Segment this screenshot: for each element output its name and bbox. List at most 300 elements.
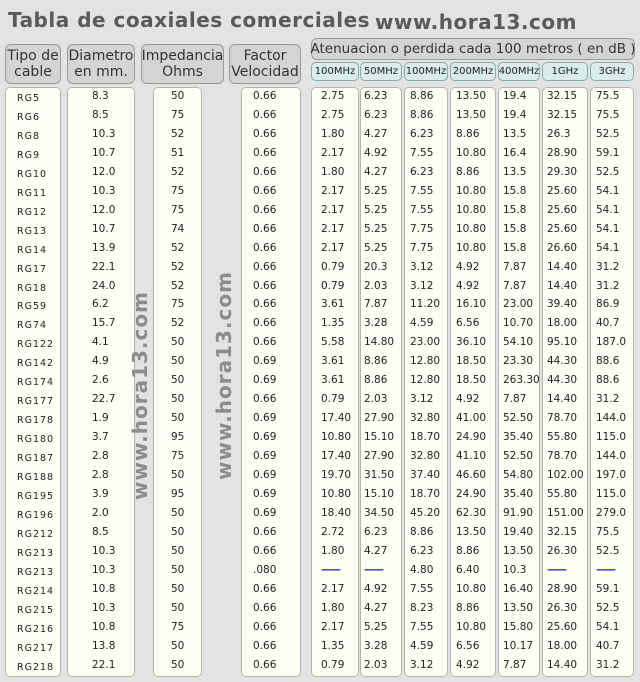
table-cell: 45.20 bbox=[410, 506, 441, 519]
table-cell: 41.00 bbox=[456, 412, 487, 425]
table-cell: 50 bbox=[171, 639, 185, 652]
table-cell: 24.90 bbox=[456, 487, 487, 500]
table-cell: 5.25 bbox=[364, 241, 388, 254]
table-cell: 50 bbox=[171, 525, 185, 538]
table-cell: 15.7 bbox=[92, 317, 116, 330]
table-cell: 20.3 bbox=[364, 260, 388, 273]
table-cell: 52 bbox=[171, 127, 185, 140]
header-diam-line1: Diametro bbox=[68, 48, 134, 64]
table-cell: 2.17 bbox=[321, 620, 345, 633]
table-cell: 0.69 bbox=[253, 374, 277, 387]
table-cell: 4.27 bbox=[364, 165, 388, 178]
table-cell: 2.6 bbox=[92, 374, 109, 387]
table-cell: 279.0 bbox=[596, 506, 627, 519]
table-cell: 75 bbox=[171, 298, 185, 311]
column-att-1ghz bbox=[542, 87, 588, 677]
table-cell: 0.66 bbox=[253, 544, 277, 557]
table-cell: 32.15 bbox=[547, 525, 578, 538]
table-cell: 19.70 bbox=[321, 469, 352, 481]
table-cell: 10.80 bbox=[321, 487, 352, 500]
watermark-left: www.hora13.com bbox=[128, 291, 152, 500]
table-cell: 187.0 bbox=[596, 336, 627, 349]
table-cell: 7.87 bbox=[503, 658, 527, 671]
table-cell: 25.60 bbox=[547, 620, 578, 633]
table-cell: 13.5 bbox=[503, 165, 527, 178]
table-cell: 8.23 bbox=[410, 601, 434, 614]
column-impedance bbox=[153, 87, 202, 677]
table-cell: 75 bbox=[171, 203, 185, 216]
table-cell: RG178 bbox=[17, 415, 55, 427]
table-cell: 26.30 bbox=[547, 544, 578, 557]
table-cell: 6.23 bbox=[364, 525, 388, 538]
table-cell: 263.30 bbox=[503, 374, 540, 387]
table-cell: 31.50 bbox=[364, 469, 395, 481]
table-cell: 13.50 bbox=[456, 108, 487, 121]
table-cell: 2.17 bbox=[321, 241, 345, 254]
table-cell: 0.66 bbox=[253, 601, 277, 614]
table-cell: 18.00 bbox=[547, 317, 578, 330]
table-cell: 15.8 bbox=[503, 241, 527, 254]
table-cell: 22.1 bbox=[92, 658, 116, 671]
table-cell: 7.55 bbox=[410, 620, 434, 633]
column-att-200mhz bbox=[450, 87, 496, 677]
table-cell: 2.03 bbox=[364, 393, 388, 406]
table-cell: 0.66 bbox=[253, 639, 277, 652]
table-cell: 15.10 bbox=[364, 431, 395, 444]
header-cable-line2: cable bbox=[14, 64, 52, 80]
table-cell: 25.60 bbox=[547, 222, 578, 235]
table-cell: 54.1 bbox=[596, 184, 620, 197]
watermark-right: www.hora13.com bbox=[212, 271, 236, 480]
table-cell: 7.55 bbox=[410, 146, 434, 159]
table-cell: 52 bbox=[171, 260, 185, 273]
table-cell: 52 bbox=[171, 241, 185, 254]
table-cell: 3.12 bbox=[410, 393, 434, 406]
table-cell: 2.17 bbox=[321, 582, 345, 595]
table-cell: 7.55 bbox=[410, 582, 434, 595]
table-cell: 10.8 bbox=[92, 620, 116, 633]
table-cell: 5.25 bbox=[364, 620, 388, 633]
table-cell: 62.30 bbox=[456, 506, 487, 519]
table-cell: 1.80 bbox=[321, 601, 345, 614]
table-cell: 5.25 bbox=[364, 222, 388, 235]
table-cell: 4.92 bbox=[456, 279, 480, 292]
table-cell: RG5 bbox=[17, 93, 41, 104]
table-cell: 91.90 bbox=[503, 506, 534, 519]
table-cell: 15.10 bbox=[364, 487, 395, 500]
table-cell: 10.3 bbox=[503, 563, 527, 576]
table-cell: 36.10 bbox=[456, 336, 487, 349]
table-cell: 3.7 bbox=[92, 431, 109, 444]
table-cell: RG142 bbox=[17, 358, 55, 370]
table-cell: RG14 bbox=[17, 244, 48, 256]
table-cell: 34.50 bbox=[364, 506, 395, 519]
table-cell: 14.40 bbox=[547, 658, 578, 671]
table-cell: 50 bbox=[171, 658, 185, 671]
table-cell: 144.0 bbox=[596, 450, 627, 463]
table-cell: 18.50 bbox=[456, 374, 487, 387]
table-cell: 59.1 bbox=[596, 146, 620, 159]
table-cell: 10.3 bbox=[92, 601, 116, 614]
table-cell: 15.8 bbox=[503, 222, 527, 235]
table-cell: 2.8 bbox=[92, 450, 109, 463]
table-cell: 59.1 bbox=[596, 582, 620, 595]
table-cell: 19.40 bbox=[503, 525, 534, 538]
table-cell: 37.40 bbox=[410, 469, 441, 481]
table-cell: 52.5 bbox=[596, 127, 620, 140]
table-cell: 52.5 bbox=[596, 544, 620, 557]
table-cell: 12.80 bbox=[410, 374, 441, 387]
table-cell: 10.80 bbox=[456, 222, 487, 235]
table-cell: 13.50 bbox=[503, 544, 534, 557]
table-cell: 78.70 bbox=[547, 450, 578, 463]
table-cell: 4.59 bbox=[410, 317, 434, 330]
table-cell: 50 bbox=[171, 393, 185, 406]
table-cell: 6.2 bbox=[92, 298, 109, 311]
table-cell: 54.1 bbox=[596, 620, 620, 633]
table-cell: 6.23 bbox=[410, 165, 434, 178]
table-cell: RG17 bbox=[17, 263, 48, 275]
table-cell: RG59 bbox=[17, 301, 48, 313]
table-cell: 0.66 bbox=[253, 146, 277, 159]
table-cell: 0.66 bbox=[253, 108, 277, 121]
header-attenuation: Atenuacion o perdida cada 100 metros ( en dB ) bbox=[311, 38, 635, 60]
table-cell: 28.90 bbox=[547, 582, 578, 595]
table-cell: 25.60 bbox=[547, 184, 578, 197]
table-cell: 2.8 bbox=[92, 469, 109, 481]
freq-header-6: 3GHz bbox=[590, 62, 634, 81]
table-cell: 7.87 bbox=[364, 298, 388, 311]
table-cell: RG213 bbox=[17, 566, 55, 578]
table-cell: 13.8 bbox=[92, 639, 116, 652]
table-cell: 52.50 bbox=[503, 412, 534, 425]
table-cell: 88.6 bbox=[596, 355, 620, 368]
table-cell: 28.90 bbox=[547, 146, 578, 159]
table-cell: 2.17 bbox=[321, 222, 345, 235]
table-cell: 14.40 bbox=[547, 279, 578, 292]
table-cell: .080 bbox=[253, 563, 277, 576]
table-cell: 10.80 bbox=[321, 431, 352, 444]
table-cell: 0.66 bbox=[253, 127, 277, 140]
column-att-100mhz-b bbox=[404, 87, 448, 677]
column-att-50mhz bbox=[360, 87, 402, 677]
table-cell: 46.60 bbox=[456, 469, 487, 481]
column-velocity-factor bbox=[241, 87, 301, 677]
table-cell: 0.66 bbox=[253, 184, 277, 197]
table-cell: 50 bbox=[171, 469, 185, 481]
table-cell: 52 bbox=[171, 279, 185, 292]
site-url: www.hora13.com bbox=[375, 10, 577, 34]
table-cell: 13.50 bbox=[503, 601, 534, 614]
table-cell: 27.90 bbox=[364, 450, 395, 463]
table-cell: 50 bbox=[171, 544, 185, 557]
table-cell: RG12 bbox=[17, 206, 48, 218]
table-cell: 39.40 bbox=[547, 298, 578, 311]
column-att-100mhz-a bbox=[311, 87, 359, 677]
table-cell: 10.80 bbox=[456, 582, 487, 595]
table-cell: RG6 bbox=[17, 111, 41, 123]
table-cell: RG18 bbox=[17, 282, 48, 294]
table-cell: —— bbox=[364, 563, 383, 576]
table-cell: 0.66 bbox=[253, 222, 277, 235]
table-cell: RG174 bbox=[17, 377, 55, 389]
table-cell: 19.4 bbox=[503, 108, 527, 121]
table-cell: 13.50 bbox=[456, 90, 487, 102]
table-cell: 8.86 bbox=[456, 544, 480, 557]
table-cell: 0.69 bbox=[253, 506, 277, 519]
table-cell: 26.30 bbox=[547, 601, 578, 614]
column-att-3ghz bbox=[590, 87, 634, 677]
table-cell: 4.92 bbox=[364, 146, 388, 159]
table-cell: 14.40 bbox=[547, 260, 578, 273]
table-cell: 7.55 bbox=[410, 184, 434, 197]
header-velocity-factor bbox=[229, 44, 301, 84]
table-cell: 15.8 bbox=[503, 203, 527, 216]
table-cell: 17.40 bbox=[321, 412, 352, 425]
header-diam-line2: en mm. bbox=[74, 64, 128, 80]
table-cell: 12.0 bbox=[92, 203, 116, 216]
table-cell: 8.86 bbox=[410, 90, 434, 102]
table-cell: 2.17 bbox=[321, 203, 345, 216]
table-cell: 1.80 bbox=[321, 544, 345, 557]
table-cell: 0.66 bbox=[253, 298, 277, 311]
table-cell: 95 bbox=[171, 487, 185, 500]
table-cell: RG9 bbox=[17, 149, 41, 161]
freq-header-3: 200MHz bbox=[450, 62, 496, 81]
table-cell: 4.92 bbox=[456, 393, 480, 406]
table-cell: 2.03 bbox=[364, 658, 388, 671]
table-cell: 0.69 bbox=[253, 487, 277, 500]
header-imp-line2: Ohms bbox=[162, 64, 203, 80]
table-cell: RG215 bbox=[17, 604, 55, 616]
table-cell: 41.10 bbox=[456, 450, 487, 463]
table-cell: 8.3 bbox=[92, 90, 109, 102]
table-cell: 197.0 bbox=[596, 469, 627, 481]
table-cell: 10.8 bbox=[92, 582, 116, 595]
table-cell: 0.66 bbox=[253, 620, 277, 633]
table-cell: 1.80 bbox=[321, 165, 345, 178]
table-cell: 52.50 bbox=[503, 450, 534, 463]
table-cell: 26.3 bbox=[547, 127, 571, 140]
table-cell: 3.12 bbox=[410, 279, 434, 292]
table-cell: 52.5 bbox=[596, 165, 620, 178]
table-cell: 7.87 bbox=[503, 279, 527, 292]
table-cell: 0.79 bbox=[321, 393, 345, 406]
table-cell: RG122 bbox=[17, 339, 55, 351]
table-cell: 6.23 bbox=[410, 544, 434, 557]
table-cell: 22.7 bbox=[92, 393, 116, 406]
table-cell: 0.69 bbox=[253, 469, 277, 481]
table-cell: 17.40 bbox=[321, 450, 352, 463]
table-cell: 0.69 bbox=[253, 355, 277, 368]
table-cell: 44.30 bbox=[547, 374, 578, 387]
table-cell: 23.00 bbox=[410, 336, 441, 349]
table-cell: 32.15 bbox=[547, 90, 578, 102]
table-cell: 15.80 bbox=[503, 620, 534, 633]
table-cell: 55.80 bbox=[547, 431, 578, 444]
table-cell: 8.86 bbox=[456, 165, 480, 178]
table-cell: 1.35 bbox=[321, 639, 345, 652]
table-cell: 4.80 bbox=[410, 563, 434, 576]
table-cell: 44.30 bbox=[547, 355, 578, 368]
table-cell: 16.4 bbox=[503, 146, 527, 159]
table-cell: 0.66 bbox=[253, 203, 277, 216]
table-cell: 4.92 bbox=[364, 582, 388, 595]
table-cell: 144.0 bbox=[596, 412, 627, 425]
table-cell: 40.7 bbox=[596, 639, 620, 652]
table-cell: 0.66 bbox=[253, 90, 277, 102]
table-cell: 4.9 bbox=[92, 355, 109, 368]
table-cell: RG74 bbox=[17, 320, 48, 332]
table-cell: RG212 bbox=[17, 528, 55, 540]
table-cell: 8.5 bbox=[92, 525, 109, 538]
table-cell: 11.20 bbox=[410, 298, 441, 311]
table-cell: 50 bbox=[171, 506, 185, 519]
table-cell: 2.03 bbox=[364, 279, 388, 292]
table-cell: 50 bbox=[171, 563, 185, 576]
table-cell: 18.70 bbox=[410, 431, 441, 444]
table-cell: 7.75 bbox=[410, 241, 434, 254]
table-cell: 52 bbox=[171, 165, 185, 178]
column-diameter bbox=[67, 87, 135, 677]
table-cell: 6.23 bbox=[364, 108, 388, 121]
freq-header-0: 100MHz bbox=[311, 62, 359, 81]
table-cell: 2.17 bbox=[321, 184, 345, 197]
table-cell: 115.0 bbox=[596, 487, 627, 500]
table-cell: 8.5 bbox=[92, 108, 109, 121]
header-cable-type bbox=[5, 44, 61, 84]
table-cell: 24.0 bbox=[92, 279, 116, 292]
table-cell: RG10 bbox=[17, 168, 48, 180]
table-cell: 54.1 bbox=[596, 241, 620, 254]
table-cell: 75.5 bbox=[596, 525, 620, 538]
table-cell: 50 bbox=[171, 336, 185, 349]
table-cell: 52 bbox=[171, 317, 185, 330]
table-cell: 50 bbox=[171, 355, 185, 368]
table-cell: 115.0 bbox=[596, 431, 627, 444]
header-imp-line1: Impedancia bbox=[141, 48, 224, 64]
table-cell: 18.40 bbox=[321, 506, 352, 519]
table-cell: 75 bbox=[171, 108, 185, 121]
freq-header-2: 100MHz bbox=[404, 62, 448, 81]
table-cell: 54.10 bbox=[503, 336, 534, 349]
table-cell: 0.66 bbox=[253, 260, 277, 273]
header-impedance bbox=[141, 44, 224, 84]
table-cell: 3.12 bbox=[410, 658, 434, 671]
table-cell: 10.3 bbox=[92, 127, 116, 140]
table-cell: 7.87 bbox=[503, 260, 527, 273]
table-cell: 29.30 bbox=[547, 165, 578, 178]
table-cell: 3.28 bbox=[364, 639, 388, 652]
table-cell: 10.80 bbox=[456, 203, 487, 216]
table-cell: 27.90 bbox=[364, 412, 395, 425]
table-cell: RG13 bbox=[17, 225, 48, 237]
table-cell: 25.60 bbox=[547, 203, 578, 216]
table-cell: 3.28 bbox=[364, 317, 388, 330]
table-cell: RG196 bbox=[17, 509, 55, 521]
table-cell: 5.58 bbox=[321, 336, 345, 349]
table-cell: —— bbox=[596, 563, 615, 576]
table-cell: 8.86 bbox=[456, 127, 480, 140]
table-cell: 0.66 bbox=[253, 241, 277, 254]
table-cell: 0.66 bbox=[253, 317, 277, 330]
table-cell: 16.40 bbox=[503, 582, 534, 595]
table-cell: 8.86 bbox=[456, 601, 480, 614]
table-cell: 10.17 bbox=[503, 639, 534, 652]
table-cell: 50 bbox=[171, 412, 185, 425]
table-cell: RG218 bbox=[17, 661, 55, 673]
table-cell: RG187 bbox=[17, 453, 55, 465]
table-cell: 4.59 bbox=[410, 639, 434, 652]
table-cell: 5.25 bbox=[364, 203, 388, 216]
table-cell: 0.69 bbox=[253, 450, 277, 463]
table-cell: 0.66 bbox=[253, 165, 277, 178]
table-cell: 26.60 bbox=[547, 241, 578, 254]
table-cell: 102.00 bbox=[547, 469, 584, 481]
table-cell: 40.7 bbox=[596, 317, 620, 330]
table-cell: 10.3 bbox=[92, 544, 116, 557]
table-cell: 31.2 bbox=[596, 279, 620, 292]
column-cable-type bbox=[5, 87, 61, 677]
table-cell: 0.79 bbox=[321, 260, 345, 273]
table-cell: 10.80 bbox=[456, 146, 487, 159]
table-cell: 23.00 bbox=[503, 298, 534, 311]
table-cell: RG195 bbox=[17, 490, 55, 502]
table-cell: 31.2 bbox=[596, 393, 620, 406]
table-cell: —— bbox=[321, 563, 340, 576]
table-cell: 14.40 bbox=[547, 393, 578, 406]
table-cell: 10.7 bbox=[92, 222, 116, 235]
table-cell: 50 bbox=[171, 374, 185, 387]
table-cell: 0.66 bbox=[253, 582, 277, 595]
table-cell: 0.66 bbox=[253, 658, 277, 671]
table-cell: 3.61 bbox=[321, 298, 345, 311]
table-cell: 4.27 bbox=[364, 127, 388, 140]
table-cell: 1.35 bbox=[321, 317, 345, 330]
table-cell: 1.9 bbox=[92, 412, 109, 425]
table-cell: 54.1 bbox=[596, 222, 620, 235]
table-cell: 1.80 bbox=[321, 127, 345, 140]
table-cell: 10.7 bbox=[92, 146, 116, 159]
table-cell: RG11 bbox=[17, 187, 48, 199]
table-cell: 86.9 bbox=[596, 298, 620, 311]
table-cell: 13.9 bbox=[92, 241, 116, 254]
table-cell: 3.9 bbox=[92, 487, 109, 500]
table-cell: 19.4 bbox=[503, 90, 527, 102]
table-cell: 6.56 bbox=[456, 317, 480, 330]
table-cell: 50 bbox=[171, 90, 185, 102]
table-cell: 95.10 bbox=[547, 336, 578, 349]
page-title: Tabla de coaxiales comerciales bbox=[8, 8, 371, 32]
table-cell: 0.69 bbox=[253, 412, 277, 425]
table-cell: 12.0 bbox=[92, 165, 116, 178]
table-cell: 18.00 bbox=[547, 639, 578, 652]
table-cell: 8.86 bbox=[364, 374, 388, 387]
table-cell: 14.80 bbox=[364, 336, 395, 349]
table-cell: 0.69 bbox=[253, 431, 277, 444]
table-cell: 95 bbox=[171, 431, 185, 444]
table-cell: 74 bbox=[171, 222, 185, 235]
table-cell: 2.75 bbox=[321, 108, 345, 121]
table-cell: 2.0 bbox=[92, 506, 109, 519]
table-cell: 31.2 bbox=[596, 260, 620, 273]
table-cell: 3.61 bbox=[321, 374, 345, 387]
table-cell: 4.92 bbox=[456, 260, 480, 273]
table-cell: RG214 bbox=[17, 585, 55, 597]
table-cell: 0.66 bbox=[253, 279, 277, 292]
table-cell: 35.40 bbox=[503, 487, 534, 500]
table-cell: 6.40 bbox=[456, 563, 480, 576]
